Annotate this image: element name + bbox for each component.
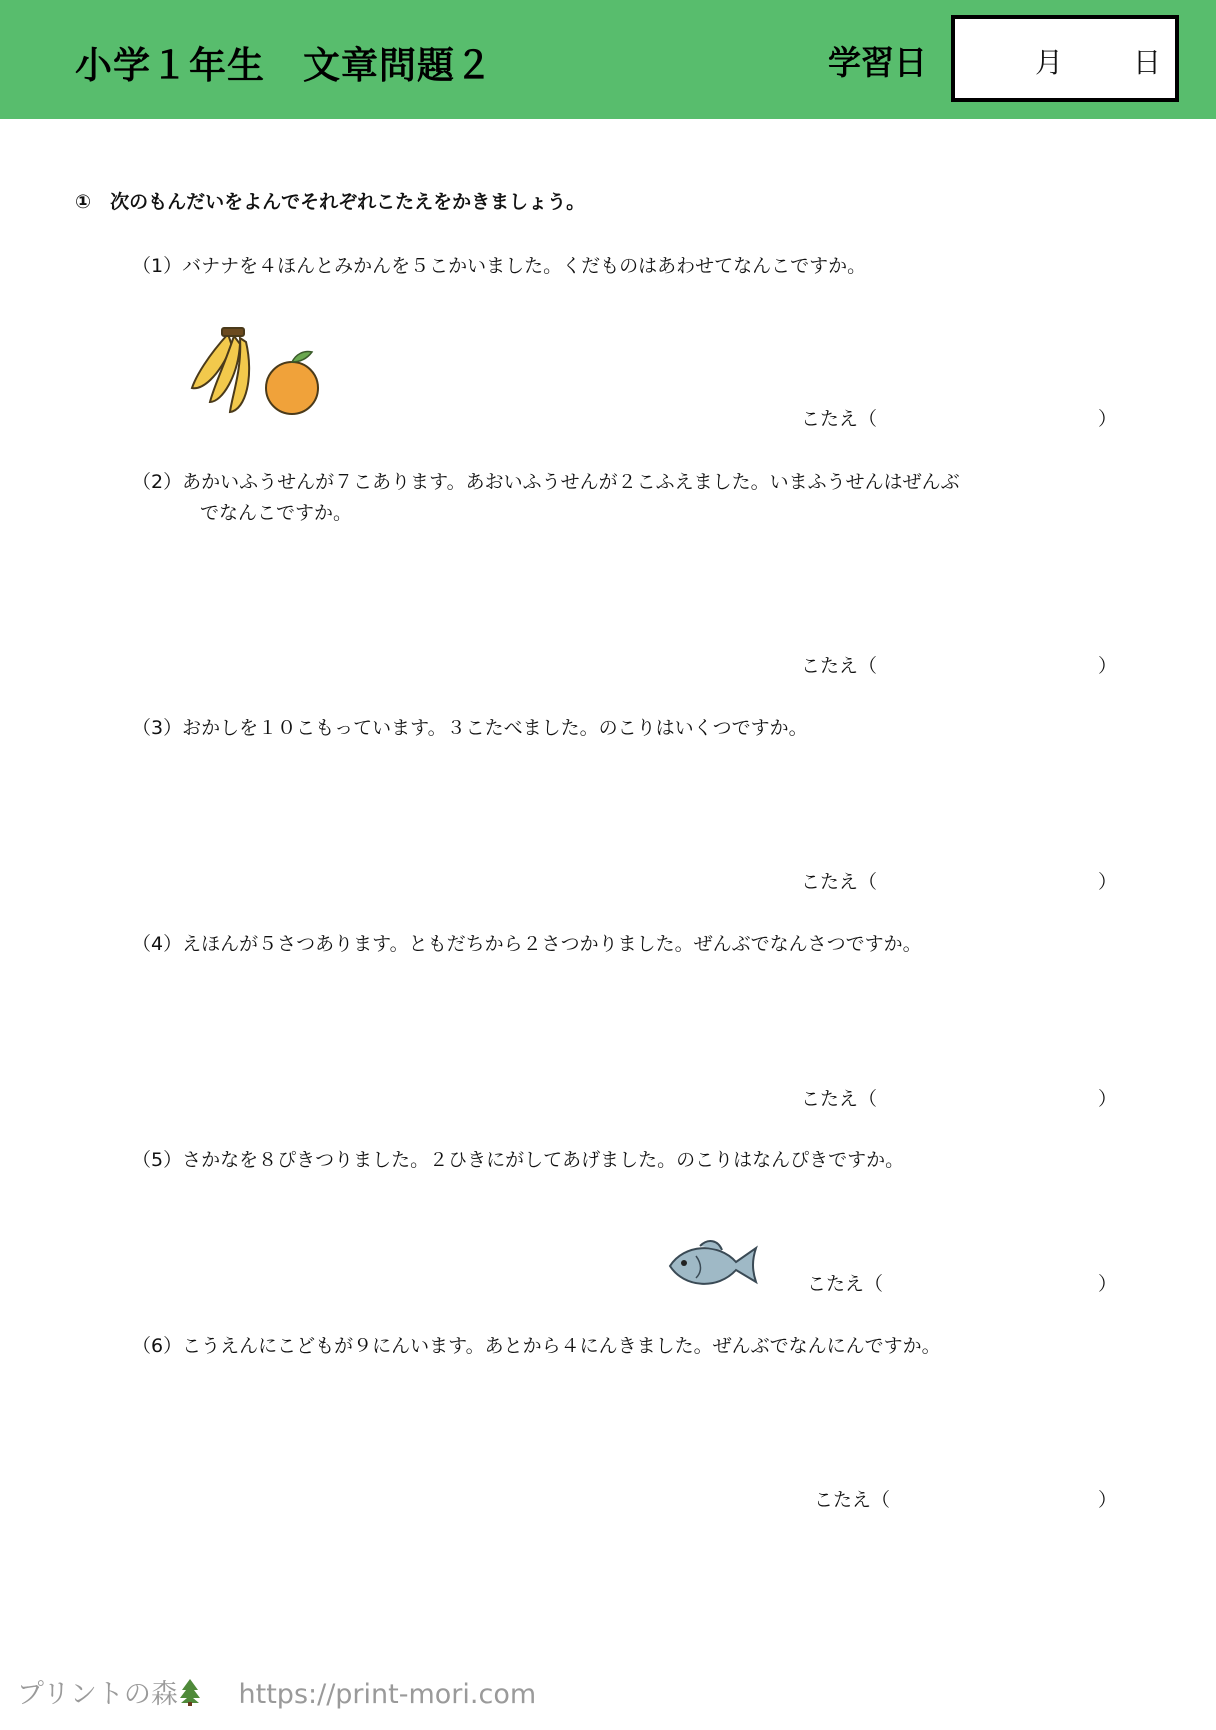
instruction: ① 次のもんだいをよんでそれぞれこたえをかきましょう。 (75, 191, 586, 213)
banana-orange-illustration (188, 326, 324, 418)
header-bar (0, 0, 1216, 119)
footer (17, 1672, 536, 1711)
answer-close-1: ） (1098, 408, 1118, 430)
question-6: （6）こうえんにこどもが９にんいます。あとから４にんきました。ぜんぶでなんにんですか。 (132, 1335, 941, 1357)
question-4: （4）えほんが５さつあります。ともだちから２さつかりました。ぜんぶでなんさつですか。 (132, 933, 922, 955)
study-date-label: 学習日 (828, 43, 927, 82)
answer-close-3: ） (1098, 871, 1118, 893)
answer-field-6[interactable] (912, 1481, 1090, 1511)
study-date-box[interactable] (951, 15, 1179, 102)
answer-close-2: ） (1098, 655, 1118, 677)
footer-url[interactable]: https://print-mori.com (238, 1679, 537, 1710)
answer-label-2: こたえ（ (801, 655, 878, 677)
question-3: （3）おかしを１０こもっています。３こたべました。のこりはいくつですか。 (132, 717, 808, 739)
page-title: 小学１年生 文章問題２ (75, 44, 493, 87)
answer-field-1[interactable] (900, 400, 1090, 430)
question-2-line2: でなんこですか。 (200, 502, 353, 524)
month-label: 月 (1035, 46, 1064, 79)
fish-icon (666, 1236, 760, 1294)
answer-label-1: こたえ（ (801, 408, 878, 430)
answer-label-5: こたえ（ (807, 1273, 884, 1295)
tree-icon (178, 1678, 202, 1706)
answer-field-5[interactable] (905, 1265, 1090, 1295)
answer-close-4: ） (1098, 1088, 1118, 1110)
answer-field-2[interactable] (900, 647, 1090, 677)
banana-icon (192, 328, 249, 412)
question-5: （5）さかなを８ぴきつりました。２ひきにがしてあげました。のこりはなんぴきですか。 (132, 1149, 905, 1171)
answer-label-3: こたえ（ (801, 871, 878, 893)
day-label: 日 (1133, 46, 1162, 79)
question-1: （1）バナナを４ほんとみかんを５こかいました。くだものはあわせてなんこですか。 (132, 255, 867, 277)
question-2: （2）あかいふうせんが７こあります。あおいふうせんが２こふえました。いまふうせんはぜんぶ (132, 471, 960, 493)
footer-site-name: プリントの森 (17, 1679, 178, 1710)
answer-close-5: ） (1098, 1273, 1118, 1295)
answer-label-4: こたえ（ (801, 1088, 878, 1110)
answer-label-6: こたえ（ (814, 1489, 891, 1511)
answer-close-6: ） (1098, 1489, 1118, 1511)
answer-field-3[interactable] (900, 863, 1090, 893)
answer-field-4[interactable] (900, 1080, 1090, 1110)
orange-icon (266, 351, 318, 414)
